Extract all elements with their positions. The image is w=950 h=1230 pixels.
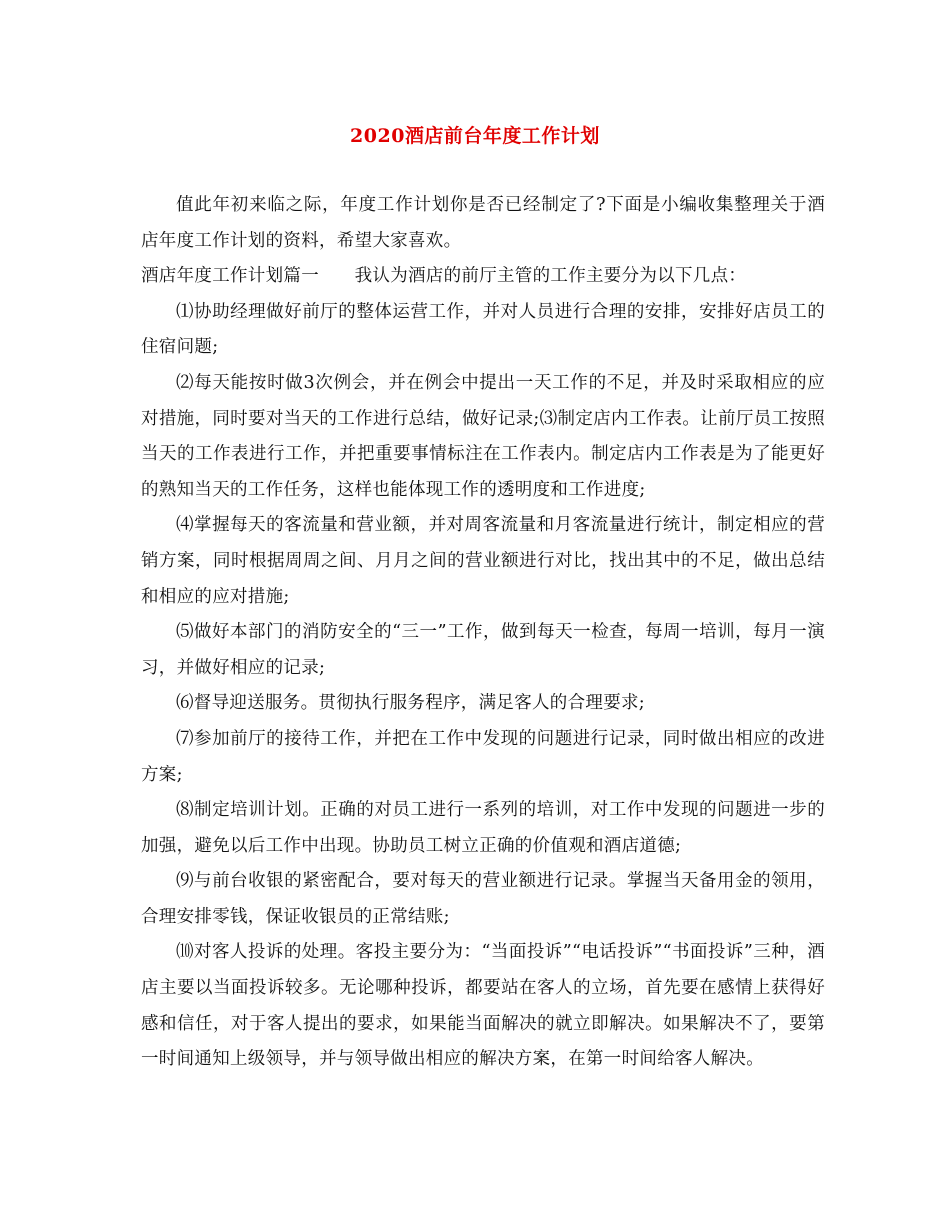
document-title: 2020酒店前台年度工作计划 xyxy=(350,125,600,147)
paragraph-item-1: ⑴协助经理做好前厅的整体运营工作，并对人员进行合理的安排，安排好店员工的住宿问题; xyxy=(141,301,825,358)
paragraph-intro: 值此年初来临之际，年度工作计划你是否已经制定了?下面是小编收集整理关于酒店年度工作计划的资料，希望大家喜欢。 xyxy=(141,195,825,251)
paragraph-item-7: ⑺参加前厅的接待工作，并把在工作中发现的问题进行记录，同时做出相应的改进方案; xyxy=(141,728,825,785)
paragraph-item-6: ⑹督导迎送服务。贯彻执行服务程序，满足客人的合理要求; xyxy=(176,693,645,714)
paragraph-item-5: ⑸做好本部门的消防安全的“三一”工作，做到每天一检查，每周一培训，每月一演习，并做好相应的记录; xyxy=(141,622,825,678)
paragraph-item-9: ⑼与前台收银的紧密配合，要对每天的营业额进行记录。掌握当天备用金的领用，合理安排零钱，保证收银员的正常结账; xyxy=(141,871,825,927)
paragraph-item-10: ⑽对客人投诉的处理。客投主要分为：“当面投诉”“电话投诉”“书面投诉”三种，酒店主要以当面投诉较多。无论哪种投诉，都要站在客人的立场，首先要在感情上获得好感和信任，对于客人提出的要求，如果能当面解决的就立即解决。如果解决不了，要第一时间通知上级领导，并与领导做出相应的解决方案，在第一时间给客人解决。 xyxy=(141,942,825,1070)
paragraph-item-2-3: ⑵每天能按时做3次例会，并在例会中提出一天工作的不足，并及时采取相应的应对措施，同时要对当天的工作进行总结，做好记录;⑶制定店内工作表。让前厅员工按照当天的工作表进行工作，并把重要事情标注在工作表内。制定店内工作表是为了能更好的熟知当天的工作任务，这样也能体现工作的透明度和工作进度; xyxy=(141,372,825,500)
document-body xyxy=(141,188,825,1078)
paragraph-item-4: ⑷掌握每天的客流量和营业额，并对周客流量和月客流量进行统计，制定相应的营销方案，同时根据周周之间、月月之间的营业额进行对比，找出其中的不足，做出总结和相应的应对措施; xyxy=(141,515,825,607)
paragraph-section-heading: 酒店年度工作计划篇一 我认为酒店的前厅主管的工作主要分为以下几点： xyxy=(141,266,747,287)
paragraph-item-8: ⑻制定培训计划。正确的对员工进行一系列的培训，对工作中发现的问题进一步的加强，避免以后工作中出现。协助员工树立正确的价值观和酒店道德; xyxy=(141,800,825,856)
